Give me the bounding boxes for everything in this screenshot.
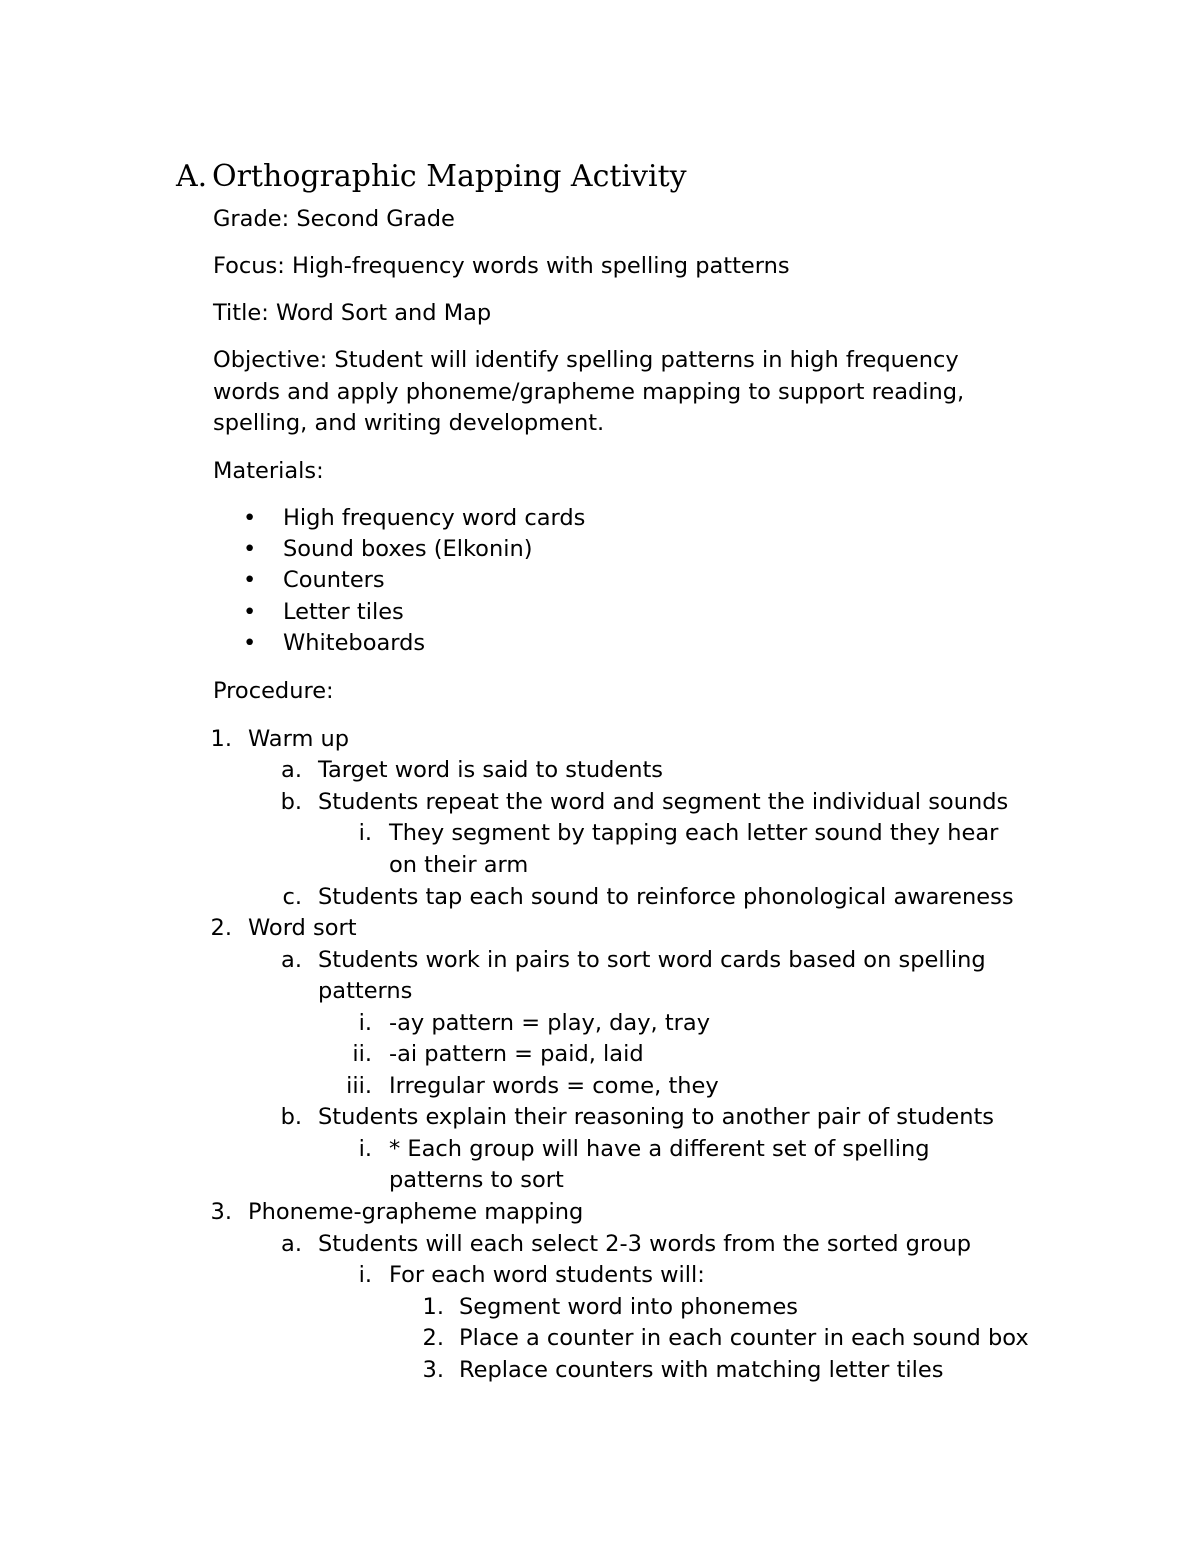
materials-item-text: High frequency word cards bbox=[283, 505, 586, 531]
action-text: Segment word into phonemes bbox=[459, 1294, 799, 1320]
step-text: Phoneme-grapheme mapping bbox=[248, 1199, 584, 1225]
bullet-icon: • bbox=[243, 505, 257, 531]
procedure-label: Procedure: bbox=[213, 678, 334, 704]
bullet-icon: • bbox=[243, 536, 257, 562]
materials-item-text: Counters bbox=[283, 567, 385, 593]
detail-text: They segment by tapping each letter sound they hear bbox=[389, 820, 999, 846]
action-marker: 3. bbox=[422, 1357, 444, 1383]
materials-item-text: Sound boxes (Elkonin) bbox=[283, 536, 533, 562]
objective-line: spelling, and writing development. bbox=[213, 410, 605, 436]
detail-text: on their arm bbox=[389, 852, 529, 878]
step-text: Warm up bbox=[248, 726, 350, 752]
substep-marker: a. bbox=[281, 947, 302, 973]
bullet-icon: • bbox=[243, 630, 257, 656]
materials-item-text: Letter tiles bbox=[283, 599, 404, 625]
title-line: Title: Word Sort and Map bbox=[213, 300, 492, 326]
detail-text: For each word students will: bbox=[389, 1262, 705, 1288]
action-text: Place a counter in each counter in each sound box bbox=[459, 1325, 1029, 1351]
detail-marker: ii. bbox=[352, 1041, 372, 1067]
action-marker: 2. bbox=[422, 1325, 444, 1351]
detail-marker: i. bbox=[358, 1262, 372, 1288]
substep-marker: a. bbox=[281, 1231, 302, 1257]
action-marker: 1. bbox=[422, 1294, 444, 1320]
detail-text: * Each group will have a different set of spelling bbox=[389, 1136, 930, 1162]
step-marker: 1. bbox=[210, 726, 232, 752]
step-marker: 2. bbox=[210, 915, 232, 941]
detail-text: patterns to sort bbox=[389, 1167, 564, 1193]
step-marker: 3. bbox=[210, 1199, 232, 1225]
substep-text: Students will each select 2-3 words from the sorted group bbox=[318, 1231, 972, 1257]
substep-text: Target word is said to students bbox=[318, 757, 664, 783]
section-letter: A. bbox=[176, 159, 208, 194]
substep-marker: c. bbox=[282, 884, 302, 910]
substep-text: Students repeat the word and segment the individual sounds bbox=[318, 789, 1009, 815]
detail-marker: i. bbox=[358, 820, 372, 846]
substep-text: Students work in pairs to sort word cards based on spelling bbox=[318, 947, 986, 973]
grade-line: Grade: Second Grade bbox=[213, 206, 455, 232]
detail-marker: iii. bbox=[346, 1073, 372, 1099]
substep-text: Students tap each sound to reinforce phonological awareness bbox=[318, 884, 1014, 910]
substep-marker: a. bbox=[281, 757, 302, 783]
substep-marker: b. bbox=[280, 789, 302, 815]
action-text: Replace counters with matching letter tiles bbox=[459, 1357, 944, 1383]
objective-line: words and apply phoneme/grapheme mapping to support reading, bbox=[213, 378, 965, 405]
objective-paragraph bbox=[213, 345, 964, 440]
step-text: Word sort bbox=[248, 915, 357, 941]
section-title: Orthographic Mapping Activity bbox=[212, 159, 687, 194]
section-heading bbox=[176, 157, 687, 197]
detail-text: -ay pattern = play, day, tray bbox=[389, 1010, 711, 1036]
materials-item-text: Whiteboards bbox=[283, 630, 426, 656]
materials-label: Materials: bbox=[213, 458, 324, 484]
bullet-icon: • bbox=[243, 599, 257, 625]
detail-text: -ai pattern = paid, laid bbox=[389, 1041, 644, 1067]
detail-text: Irregular words = come, they bbox=[389, 1073, 719, 1099]
detail-marker: i. bbox=[358, 1010, 372, 1036]
substep-text: Students explain their reasoning to another pair of students bbox=[318, 1104, 995, 1130]
objective-line: Objective: Student will identify spelling patterns in high frequency bbox=[213, 347, 959, 373]
substep-text: patterns bbox=[318, 978, 413, 1004]
focus-line: Focus: High-frequency words with spelling patterns bbox=[213, 253, 790, 279]
substep-marker: b. bbox=[280, 1104, 302, 1130]
bullet-icon: • bbox=[243, 567, 257, 593]
detail-marker: i. bbox=[358, 1136, 372, 1162]
